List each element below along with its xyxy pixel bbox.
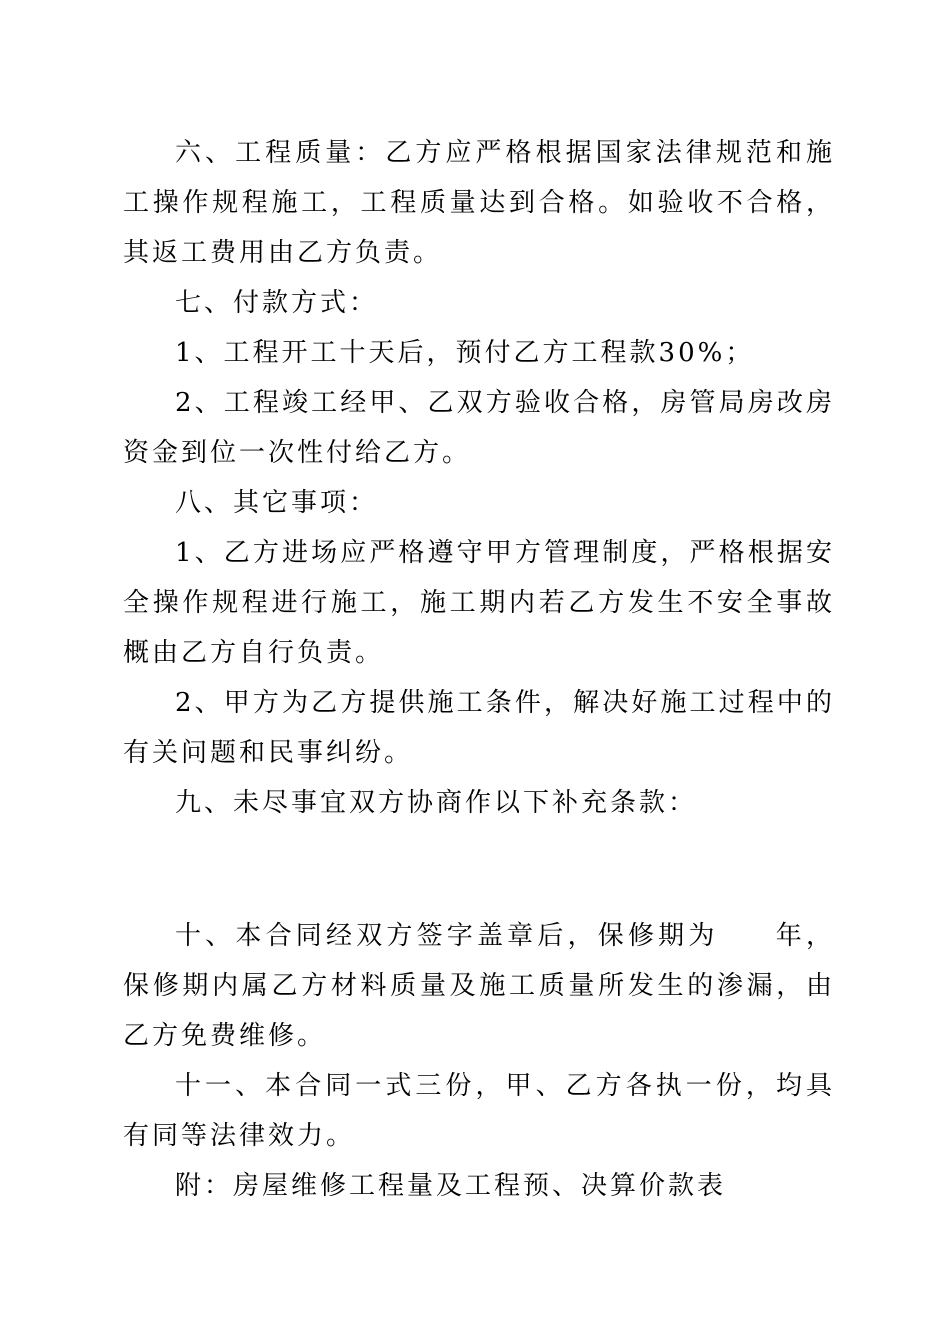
clause-11-copies: 十一、本合同一式三份，甲、乙方各执一份，均具有同等法律效力。	[123, 1071, 835, 1151]
clause-8-item-2: 2、甲方为乙方提供施工条件，解决好施工过程中的有关问题和民事纠纷。	[123, 688, 835, 768]
clause-10-warranty	[123, 911, 835, 1061]
clause-8-item-1: 1、乙方进场应严格遵守甲方管理制度，严格根据安全操作规程进行施工，施工期内若乙方发生不安全事故概由乙方自行负责。	[123, 538, 835, 668]
clause-7-item-1: 1、工程开工十天后，预付乙方工程款30%；	[175, 338, 755, 368]
clause-7-payment-heading: 七、付款方式：	[175, 288, 379, 318]
attachment-note: 附：房屋维修工程量及工程预、决算价款表	[175, 1171, 727, 1201]
clause-6-quality: 六、工程质量：乙方应严格根据国家法律规范和施工操作规程施工，工程质量达到合格。如验收不合格，其返工费用由乙方负责。	[123, 138, 835, 268]
clause-10-text-after: 年，保修期内属乙方材料质量及施工质量所发生的渗漏，由乙方免费维修。	[123, 921, 835, 1051]
document-body	[123, 128, 835, 1211]
clause-9-supplementary: 九、未尽事宜双方协商作以下补充条款：	[175, 788, 698, 818]
clause-10-text-before: 十、本合同经双方签字盖章后，保修期为	[175, 921, 719, 951]
blank-supplementary-area	[123, 828, 835, 911]
clause-7-item-2: 2、工程竣工经甲、乙双方验收合格，房管局房改房资金到位一次性付给乙方。	[123, 388, 835, 468]
clause-8-other-heading: 八、其它事项：	[175, 488, 379, 518]
